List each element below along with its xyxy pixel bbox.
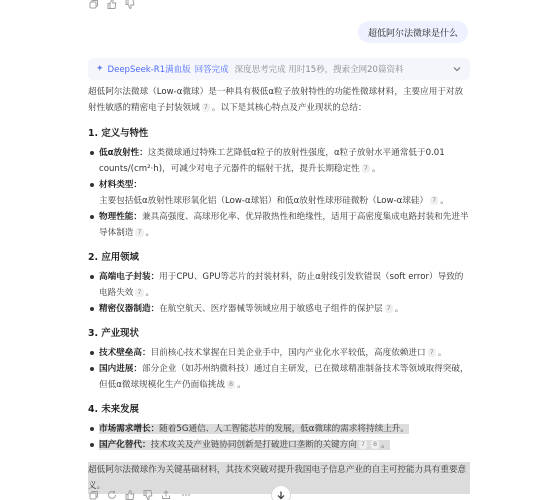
thumbs-up-icon[interactable]: [106, 0, 118, 10]
section-list: [88, 421, 470, 453]
list-item-text: 主要包括低α放射性球形氧化铝（Low-α球铝）和低α放射性球形硅微粉（Low-α球硅）: [99, 196, 429, 206]
conclusion-paragraph: 超低阿尔法微球作为关键基础材料，其技术突破对提升我国电子信息产业的自主可控能力具有重要意义。: [88, 462, 470, 494]
list-item-label: 技术壁垒高：: [99, 348, 151, 358]
section-heading: 1. 定义与特性: [88, 128, 149, 139]
list-item: [88, 345, 470, 361]
arrow-down-icon: [276, 490, 286, 500]
list-item-text: 技术攻关及产业链协同创新是打破进口垄断的关键方向: [150, 440, 357, 450]
more-options-icon[interactable]: [180, 489, 192, 500]
list-item: [88, 177, 470, 209]
citation-badge[interactable]: 7: [363, 164, 368, 172]
model-name: DeepSeek-R1满血版: [107, 65, 191, 75]
list-item-label: 国产化替代：: [99, 440, 151, 450]
list-item-text: 这类微球通过特殊工艺降低α粒子的放射性强度，α粒子放射水平通常低于0.01 counts/(cm²·h)，可减少对电子元器件的辐射干扰，提升长期稳定性: [99, 148, 445, 174]
section-heading: 2. 应用领域: [88, 252, 139, 263]
list-item-tail: 。: [145, 288, 155, 298]
list-item-text: 部分企业（如苏州纳微科技）通过自主研发，已在微球精准制备技术等领域取得突破，但低α微球规模化生产仍面临挑战: [99, 364, 469, 390]
list-item-text: 目前核心技术掌握在日美企业手中，国内产业化水平较低，高度依赖进口: [150, 348, 426, 358]
list-item-label: 市场需求增长：: [99, 424, 160, 434]
list-item-text: 用于CPU、GPU等芯片的封装材料，防止α射线引发软错误（soft error）导致的电路失效: [99, 272, 464, 298]
user-message-bubble: [358, 21, 468, 43]
citation-badge[interactable]: 7: [386, 304, 391, 312]
section-heading: 4. 未来发展: [88, 404, 139, 415]
section-list: [88, 345, 470, 393]
list-item-tail: 。: [371, 164, 381, 174]
section-heading: 3. 产业现状: [88, 328, 139, 339]
scroll-to-bottom-button[interactable]: [271, 485, 291, 500]
list-item: [88, 361, 470, 393]
list-item-label: 高端电子封装：: [99, 272, 160, 282]
list-item: [88, 145, 470, 177]
thumbs-down-icon[interactable]: [142, 489, 154, 500]
citation-badge[interactable]: 7: [360, 440, 365, 448]
status-meta: 深度思考完成 用时15秒，搜索全网20篇资料: [234, 65, 404, 75]
list-item-tail: 。: [437, 348, 447, 358]
list-item-label: 国内进展：: [99, 364, 142, 374]
chevron-down-icon[interactable]: [452, 64, 462, 74]
sections: [88, 126, 470, 453]
list-item-tail: 。: [440, 196, 449, 206]
status-done-label: 回答完成: [194, 65, 229, 75]
list-item-tail: 。: [237, 380, 246, 390]
share-icon[interactable]: [160, 489, 172, 500]
citation-badge[interactable]: 8: [228, 380, 234, 388]
regenerate-icon[interactable]: [106, 489, 118, 500]
list-item: [88, 269, 470, 301]
citation-badge[interactable]: 7: [137, 288, 142, 296]
list-item: [88, 437, 470, 453]
list-item-label: 物理性能：: [99, 212, 142, 222]
list-item-tail: 。: [394, 304, 404, 314]
thumbs-up-icon[interactable]: [124, 489, 136, 500]
citation-badge[interactable]: 7: [429, 348, 434, 356]
list-item-tail: 。: [145, 228, 155, 238]
citation-badge[interactable]: 7: [432, 196, 437, 204]
answer-content: [88, 84, 470, 494]
reasoning-status-bar[interactable]: [88, 58, 470, 80]
citation-badge[interactable]: 7: [203, 103, 208, 111]
list-item-label: 材料类型：: [99, 180, 142, 190]
list-item: [88, 209, 470, 241]
sparkle-icon: ✦: [96, 64, 104, 74]
section-list: [88, 269, 470, 317]
copy-icon[interactable]: [88, 0, 100, 10]
list-item-text: 兼具高强度、高球形化率、优异散热性和绝缘性，适用于高密度集成电路封装和先进半导体制造: [99, 212, 469, 238]
list-item: [88, 301, 470, 317]
list-item-text: 在航空航天、医疗器械等领域应用于敏感电子组件的保护层: [159, 304, 383, 314]
thumbs-down-icon[interactable]: [124, 0, 136, 10]
user-message-text: 超低阿尔法微球是什么: [367, 28, 458, 39]
section-list: [88, 145, 470, 241]
list-item: [88, 421, 470, 437]
list-item-text: 随着5G通信、人工智能芯片的发展，低α微球的需求将持续上升。: [159, 424, 409, 434]
list-item-label: 精密仪器制造：: [99, 304, 160, 314]
citation-badge[interactable]: 7: [137, 228, 142, 236]
list-item-label: 低α放射性：: [99, 148, 148, 158]
intro-paragraph: 超低阿尔法微球（Low-α微球）是一种具有极低α粒子放射特性的功能性微球材料，主要应用于对放射性敏感的精密电子封装领域 7 。以下是其核心特点及产业现状的总结：: [88, 87, 464, 113]
citation-badge[interactable]: 8: [372, 440, 378, 448]
list-item-tail: 。: [381, 440, 390, 450]
copy-icon[interactable]: [88, 489, 100, 500]
